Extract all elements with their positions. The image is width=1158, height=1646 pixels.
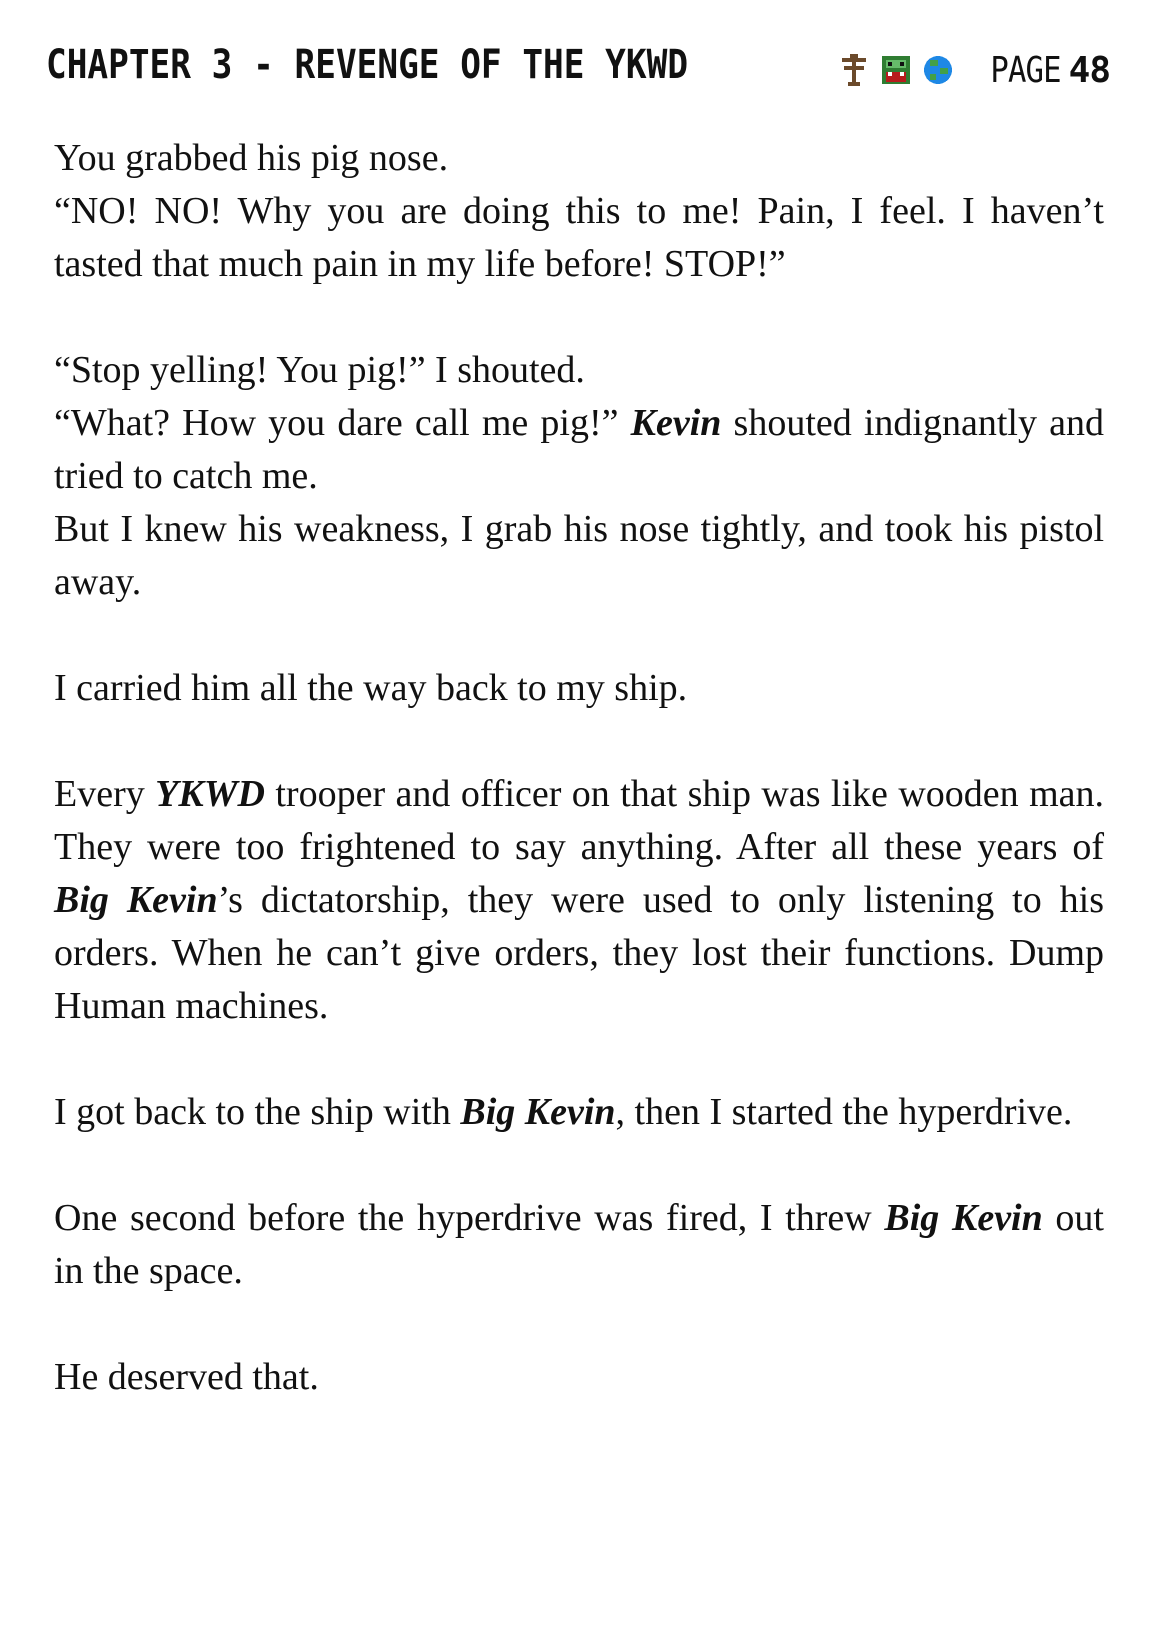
paragraph: “Stop yelling! You pig!” I shouted. bbox=[54, 349, 585, 391]
paragraph: One second before the hyperdrive was fired, I threw Big Kevin out in the space. bbox=[54, 1197, 1104, 1292]
paragraph: Every YKWD trooper and officer on that ship was like wooden man. They were too frightened to say anything. After all these years of Big Kevin’s dictatorship, they were used to only listening to his orders. When he can’t give orders, they lost their functions. Dump Human machines. bbox=[54, 773, 1104, 1027]
paragraph: “NO! NO! Why you are doing this to me! Pain, I feel. I haven’t tasted that much pain in my life before! STOP!” bbox=[54, 190, 1104, 285]
paragraph: But I knew his weakness, I grab his nose tightly, and took his pistol away. bbox=[54, 508, 1104, 603]
story-text bbox=[54, 132, 1104, 1404]
header-right bbox=[838, 46, 1110, 94]
paragraph: You grabbed his pig nose. bbox=[54, 137, 449, 179]
paragraph: He deserved that. bbox=[54, 1356, 319, 1398]
faction-name: YKWD bbox=[155, 773, 265, 815]
paragraph: I got back to the ship with Big Kevin, then I started the hyperdrive. bbox=[54, 1091, 1073, 1133]
character-name: Big Kevin bbox=[884, 1197, 1043, 1239]
pixel-planet-icon bbox=[922, 54, 954, 86]
character-name: Big Kevin bbox=[460, 1091, 616, 1133]
pixel-figure-icon bbox=[838, 54, 870, 86]
paragraph: “What? How you dare call me pig!” Kevin shouted indignantly and tried to catch me. bbox=[54, 402, 1104, 497]
character-name: Big Kevin bbox=[54, 879, 218, 921]
pixel-monster-icon bbox=[880, 54, 912, 86]
page-number: 48 bbox=[1068, 49, 1110, 91]
chapter-title: CHAPTER 3 - REVENGE OF THE YKWD bbox=[46, 42, 689, 88]
page-label: PAGE bbox=[990, 49, 1061, 91]
paragraph: I carried him all the way back to my ship. bbox=[54, 667, 688, 709]
character-name: Kevin bbox=[630, 402, 722, 444]
page-header bbox=[46, 38, 1110, 98]
